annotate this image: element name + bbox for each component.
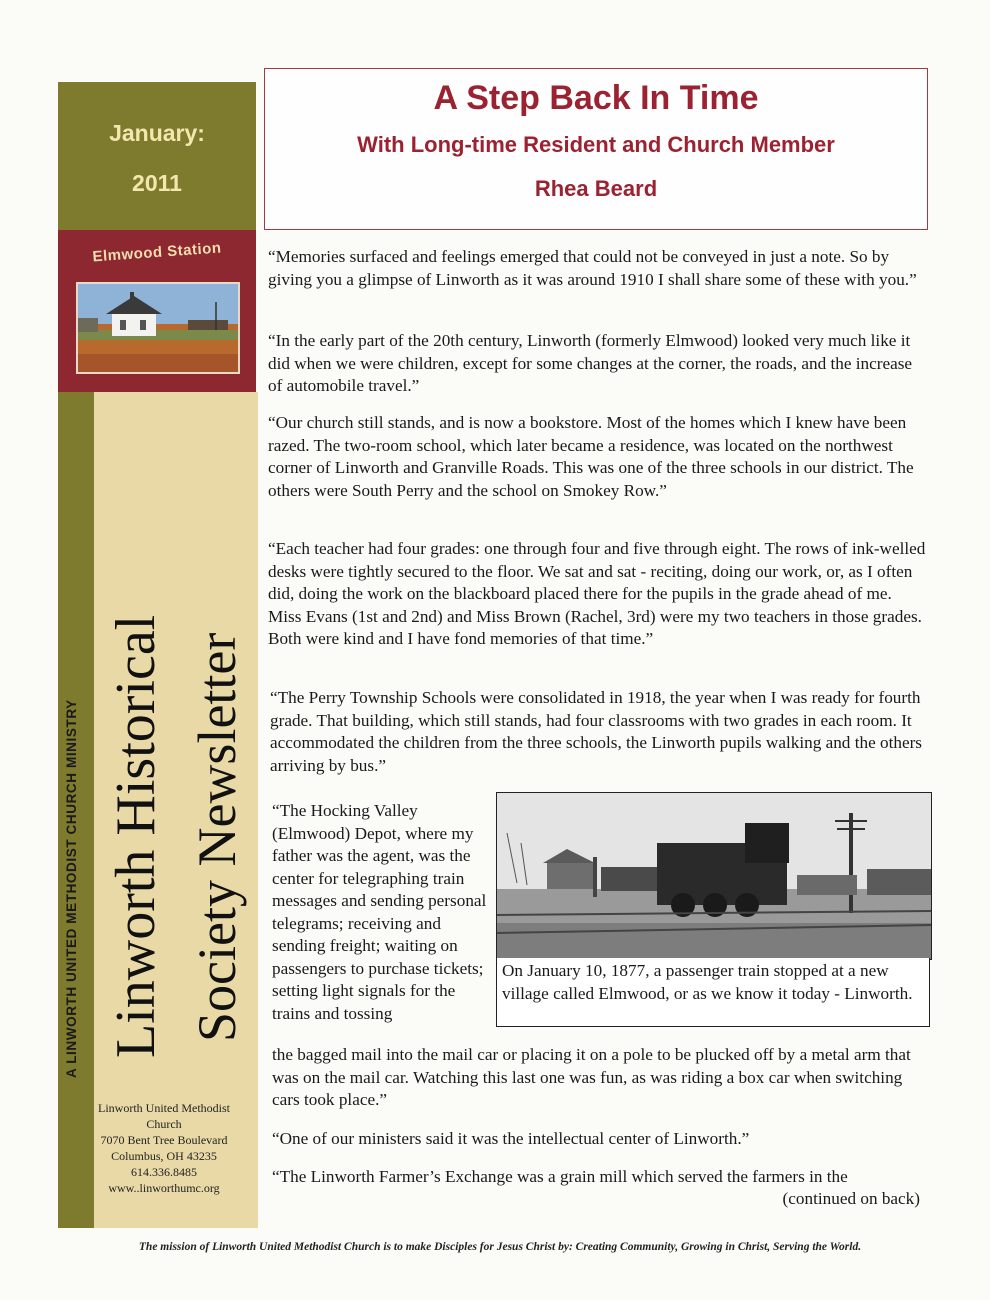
train-photo — [496, 792, 932, 960]
station-label: Elmwood Station — [91, 239, 223, 266]
article-paragraph: “The Perry Township Schools were consolidated in 1918, the year when I was ready for fourth grade. That building, which still stands, had four classrooms with two grades in each room. It accommodated the children from the three schools, the Linworth pupils walking and the others arriving by bus.” — [270, 688, 922, 775]
issue-month: January: — [109, 120, 205, 146]
article-paragraph: “Our church still stands, and is now a bookstore. Most of the homes which I knew have been razed. The two-room school, which later became a residence, was located on the northwest corner of Linworth and Granville Roads. This was one of the three schools in our district. The others were South Perry and the school on Smokey Row.” — [268, 413, 914, 500]
continued-note: (continued on back) — [782, 1189, 920, 1208]
photo-caption: On January 10, 1877, a passenger train stopped at a new village called Elmwood, or as we know it today - Linworth. — [496, 958, 930, 1027]
newsletter-title-line2: Society Newsletter — [187, 632, 247, 1042]
station-photo — [76, 282, 240, 374]
sidebar-date-block — [58, 82, 256, 230]
article-paragraph: “Memories surfaced and feelings emerged that could not be conveyed in just a note. So by giving you a glimpse of Linworth as it was around 1910 I shall share some of these with you.” — [268, 247, 917, 289]
article-header — [264, 68, 928, 230]
issue-year: 2011 — [132, 170, 182, 196]
address-line: Columbus, OH 43235 — [111, 1149, 217, 1163]
article-paragraph: “In the early part of the 20th century, Linworth (formerly Elmwood) looked very much like it did when we were children, except for some changes at the corner, the roads, and the increase of automobile travel.” — [268, 331, 913, 395]
newsletter-title-line1: Linworth Historical — [105, 614, 167, 1058]
church-address — [70, 1100, 258, 1196]
mission-statement: The mission of Linworth United Methodist Church is to make Disciples for Jesus Christ by: Creating Community, Growing in Christ, Serving the World. — [138, 1241, 862, 1253]
ministry-label: A LINWORTH UNITED METHODIST CHURCH MINISTRY — [64, 699, 79, 1078]
website-link[interactable]: www..linworthumc.org — [108, 1181, 220, 1195]
article-paragraph: “Each teacher had four grades: one through four and five through eight. The rows of ink-welled desks were tightly secured to the floor. We sat and sat - reciting, doing our work, or, as I often did, doing the work on the blackboard placed there for the pupils in the grade ahead of me. Miss Evans (1st and 2nd) and Miss Brown (Rachel, 3rd) were my two teachers in those grades. Both were kind and I have fond memories of that time.” — [268, 539, 926, 648]
address-line: Church — [146, 1117, 182, 1131]
article-author: Rhea Beard — [534, 176, 658, 201]
article-paragraph: the bagged mail into the mail car or placing it on a pole to be plucked off by a metal arm that was on the mail car. Watching this last one was fun, as was riding a box car when switching cars took place.” — [272, 1045, 911, 1109]
article-paragraph: “The Linworth Farmer’s Exchange was a grain mill which served the farmers in the — [272, 1167, 848, 1186]
article-title: A Step Back In Time — [433, 79, 759, 117]
article-subtitle: With Long-time Resident and Church Member — [357, 132, 835, 157]
address-line: 7070 Bent Tree Boulevard — [100, 1133, 228, 1147]
article-paragraph-wrapped: “The Hocking Valley (Elmwood) Depot, where my father was the agent, was the center for telegraphing train messages and sending personal telegrams; receiving and sending freight; waiting on passengers to purchase tickets; setting light signals for the trains and tossing — [272, 801, 487, 1023]
sidebar-station-block — [58, 230, 256, 392]
phone-number: 614.336.8485 — [131, 1165, 197, 1179]
article-paragraph: “One of our ministers said it was the intellectual center of Linworth.” — [272, 1129, 750, 1148]
address-line: Linworth United Methodist — [98, 1101, 230, 1115]
